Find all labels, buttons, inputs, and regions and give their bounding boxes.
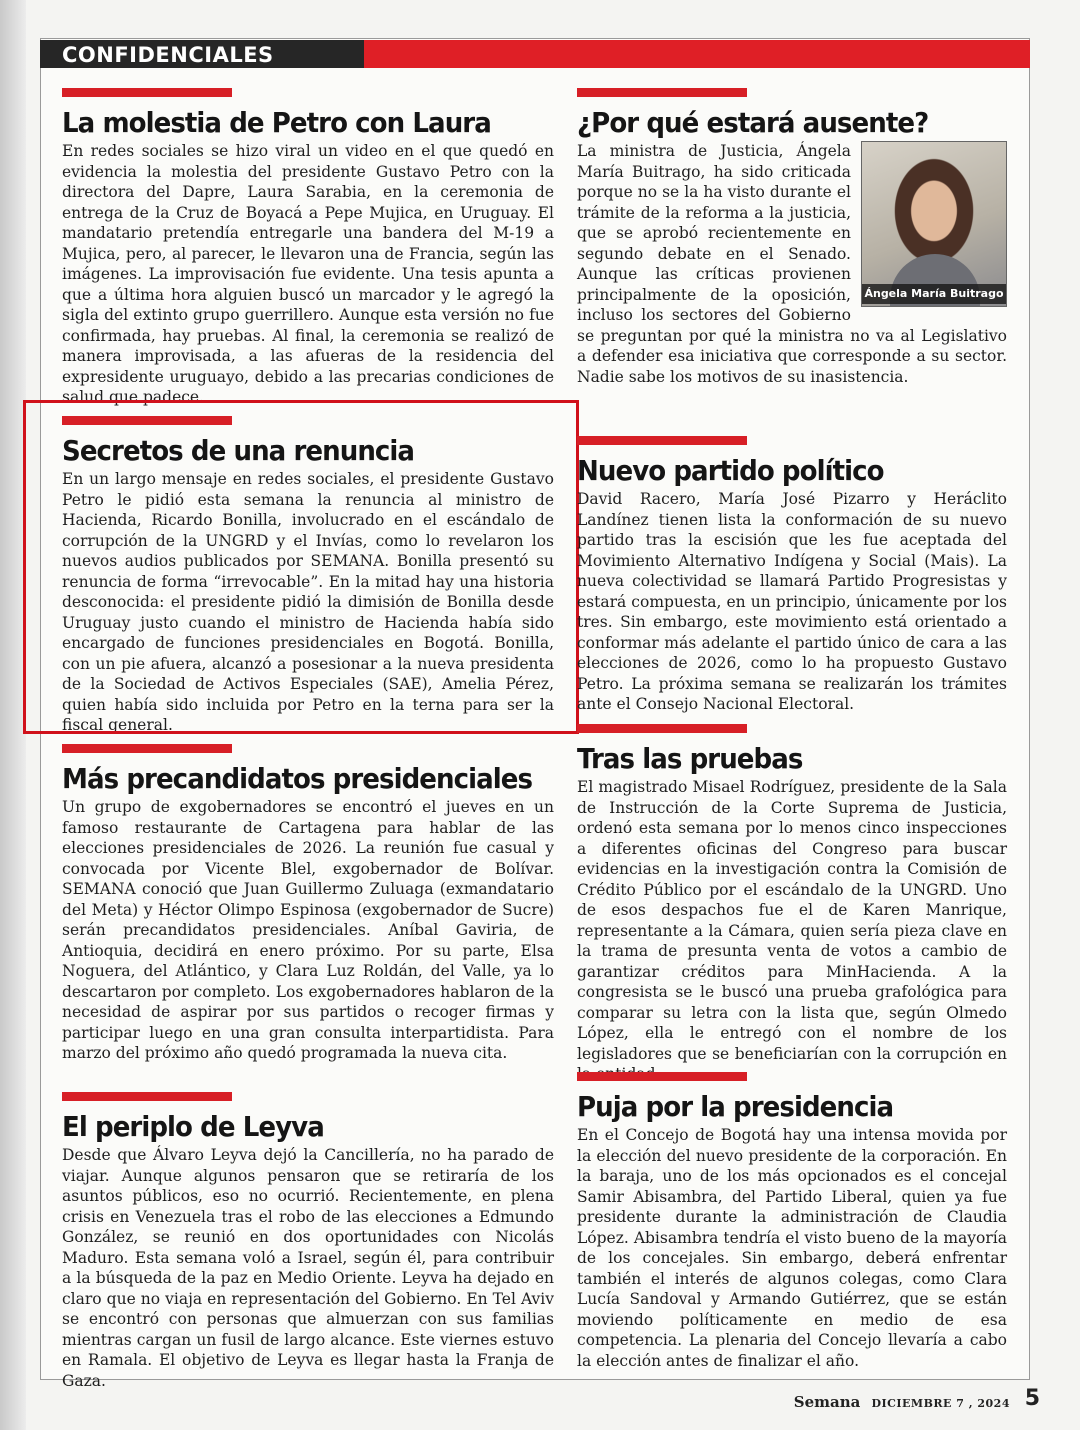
article-body: En redes sociales se hizo viral un video en el que quedó en evidencia la molestia del presidente Gustavo Petro con la directora del Dapre, Laura Sarabia, en la ceremonia de entrega de la Cruz de Boyacá a Pepe Mujica, en Uruguay. El mandatario pretendía entregarle una bandera del M-19 a Mujica, pero, al parecer, le llevaron una de Francia, según las imágenes. La improvisación fue evidente. Una tesis apunta a que a última hora alguien buscó un marcador y le agregó la sigla del extinto grupo guerrillero. Aunque esta versión no fue confirmada, hay pruebas. Al final, la ceremonia se realizó de manera improvisada, a las afueras de la residencia del expresidente uruguayo, debido a las precarias condiciones de salud que padece. bbox=[62, 142, 554, 406]
article-body: El magistrado Misael Rodríguez, presidente de la Sala de Instrucción de la Corte Suprema de Justicia, ordenó esta semana por lo menos cinco inspecciones a diferentes oficinas del Congreso para buscar evidencias en la investigación contra la Comisión de Crédito Público por el escándalo de la UNGRD. Uno de esos despachos fue el de Karen Manrique, representante a la Cámara, quien sería pieza clave en la trama de presunta venta de votos a cambio de garantizar créditos para MinHacienda. A la congresista se le buscó una prueba grafológica para comparar su letra con la lista que, según Olmedo López, ella le entregó con el nombre de los legisladores que se beneficiarían con la corrupción en bbox=[577, 778, 1007, 1063]
page-number: 5 bbox=[1024, 1386, 1040, 1411]
article-body: En un largo mensaje en redes sociales, el presidente Gustavo Petro le pidió esta semana la renuncia al ministro de Hacienda, Ricardo Bonilla, involucrado en el escándalo de corrupción de la UNGRD y el Invías, como lo revelaron los nuevos audios publicados por SEMANA. Bonilla presentó su renuncia de forma “irrevocable”. En la mitad hay una historia desconocida: el presidente pidió la dimisión de Bonilla desde Uruguay justo cuando el ministro de Hacienda había sido encargado de funciones presidenciales en Bogotá. Bonilla, con un pie afuera, alcanzó a posesionar a la nueva presidenta de la Sociedad de Activos Especiales (SAE), Amelia Pérez, quien había sido incluida por Petro en la terna para ser la fiscal general. bbox=[62, 470, 554, 734]
section-title: CONFIDENCIALES bbox=[62, 43, 274, 67]
article-title: Tras las pruebas bbox=[577, 742, 803, 775]
article-rule bbox=[577, 88, 747, 97]
article-body: La ministra de Justicia, Ángela María Buitrago, ha sido criticada porque no se la ha visto durante el trámite de la reforma a la justicia, que se aprobó recientemente en segundo debate en el Senado. Aunque las críticas provienen principalmente de la oposición, incluso los sectores del Gobierno se preguntan por qué la ministra no va al Legislativo a defender esa iniciativa que corresponde a su sector. Nadie sabe los motivos de su inasistencia. bbox=[577, 142, 1007, 386]
article-rule bbox=[62, 1092, 232, 1101]
article-body: Un grupo de exgobernadores se encontró el jueves en un famoso restaurante de Cartagena para hablar de las elecciones presidenciales de 2026. La reunión fue casual y convocada por Vicente Blel, exgobernador de Bolívar. SEMANA conoció que Juan Guillermo Zuluaga (exmandatario del Meta) y Héctor Olimpo Espinosa (exgobernador de Sucre) serán precandidatos presidenciales. Aníbal Gaviria, de Antioquia, decidirá en enero próximo. Por su parte, Elsa Noguera, del Atlántico, y Clara Luz Roldán, del Valle, ya lo descartaron por completo. Los exgobernadores hablaron de la necesidad de aspirar por sus partidos o recoger firmas y participar luego en una gran consulta interpartidista. Para marzo del próximo año quedó programada la nueva cita. bbox=[62, 798, 554, 1062]
article-petro-laura bbox=[62, 88, 554, 408]
article-partido bbox=[577, 436, 1007, 715]
article-rule bbox=[577, 436, 747, 445]
article-title: La molestia de Petro con Laura bbox=[62, 106, 491, 139]
article-rule bbox=[577, 724, 747, 733]
portrait-photo bbox=[861, 141, 1007, 307]
article-body: En el Concejo de Bogotá hay una intensa movida por la elección del nuevo presidente de la corporación. En la baraja, uno de los más opcionados es el concejal Samir Abisambra, del Partido Liberal, quien ya fue presidente durante la administración de Claudia López. Abisambra tendría el visto bueno de la mayoría de los concejales. Sin embargo, deberá enfrentar también el interés de algunos colegas, como Clara Lucía Sandoval y Armando Gutiérrez, que se están moviendo políticamente en medio de esa competencia. La plenaria del Concejo llevaría a cabo la elección antes de finalizar el año. bbox=[577, 1126, 1007, 1370]
article-leyva bbox=[62, 1092, 554, 1391]
article-ausente bbox=[577, 88, 1007, 387]
article-pruebas bbox=[577, 724, 1007, 1085]
article-rule bbox=[577, 1072, 747, 1081]
issue-date: DICIEMBRE 7 , 2024 bbox=[871, 1397, 1010, 1410]
article-body: Desde que Álvaro Leyva dejó la Cancillería, no ha parado de viajar. Aunque algunos pensaron que se retiraría de los asuntos públicos, eso no ocurrió. Recientemente, en plena crisis en Venezuela tras el robo de las elecciones a Edmundo González, se reunió en dos oportunidades con Nicolás Maduro. Esta semana voló a Israel, según él, para contribuir a la búsqueda de la paz en Medio Oriente. Leyva ha dejado en claro que no viaja en representación del Gobierno. En Tel Aviv se encontró con personas que almuerzan con sus familias mientras cargan un fusil de largo alcance. Este viernes estuvo en Ramala. El objetivo de Leyva es llegar hasta la Franja de Gaza. bbox=[62, 1146, 554, 1390]
article-title: Más precandidatos presidenciales bbox=[62, 762, 533, 795]
article-precandidatos bbox=[62, 744, 554, 1064]
section-header-red-band bbox=[364, 40, 1030, 68]
article-title: Puja por la presidencia bbox=[577, 1090, 894, 1123]
article-title: Nuevo partido político bbox=[577, 454, 884, 487]
photo-caption: Ángela María Buitrago bbox=[862, 284, 1006, 304]
article-rule bbox=[62, 744, 232, 753]
article-body: David Racero, María José Pizarro y Heráclito Landínez tienen lista la conformación de su nuevo partido tras la escisión que les fue aceptada del Movimiento Alternativo Indígena y Social (Mais). La nueva colectividad se llamará Partido Progresistas y estará compuesta, en un principio, únicamente por los tres. Sin embargo, este movimiento está orientado a conformar más adelante el partido único de cara a las elecciones de 2026, como lo ha propuesto Gustavo Petro. La próxima semana se realizarán los trámites ante el Consejo Nacional Electoral. bbox=[577, 490, 1007, 713]
article-presidencia bbox=[577, 1072, 1007, 1371]
highlight-box bbox=[23, 400, 579, 734]
magazine-name: Semana bbox=[793, 1393, 861, 1411]
article-title: ¿Por qué estará ausente? bbox=[577, 106, 929, 139]
article-rule bbox=[62, 88, 232, 97]
article-title: Secretos de una renuncia bbox=[62, 434, 415, 467]
page-footer bbox=[793, 1386, 1040, 1411]
article-title: El periplo de Leyva bbox=[62, 1110, 324, 1143]
